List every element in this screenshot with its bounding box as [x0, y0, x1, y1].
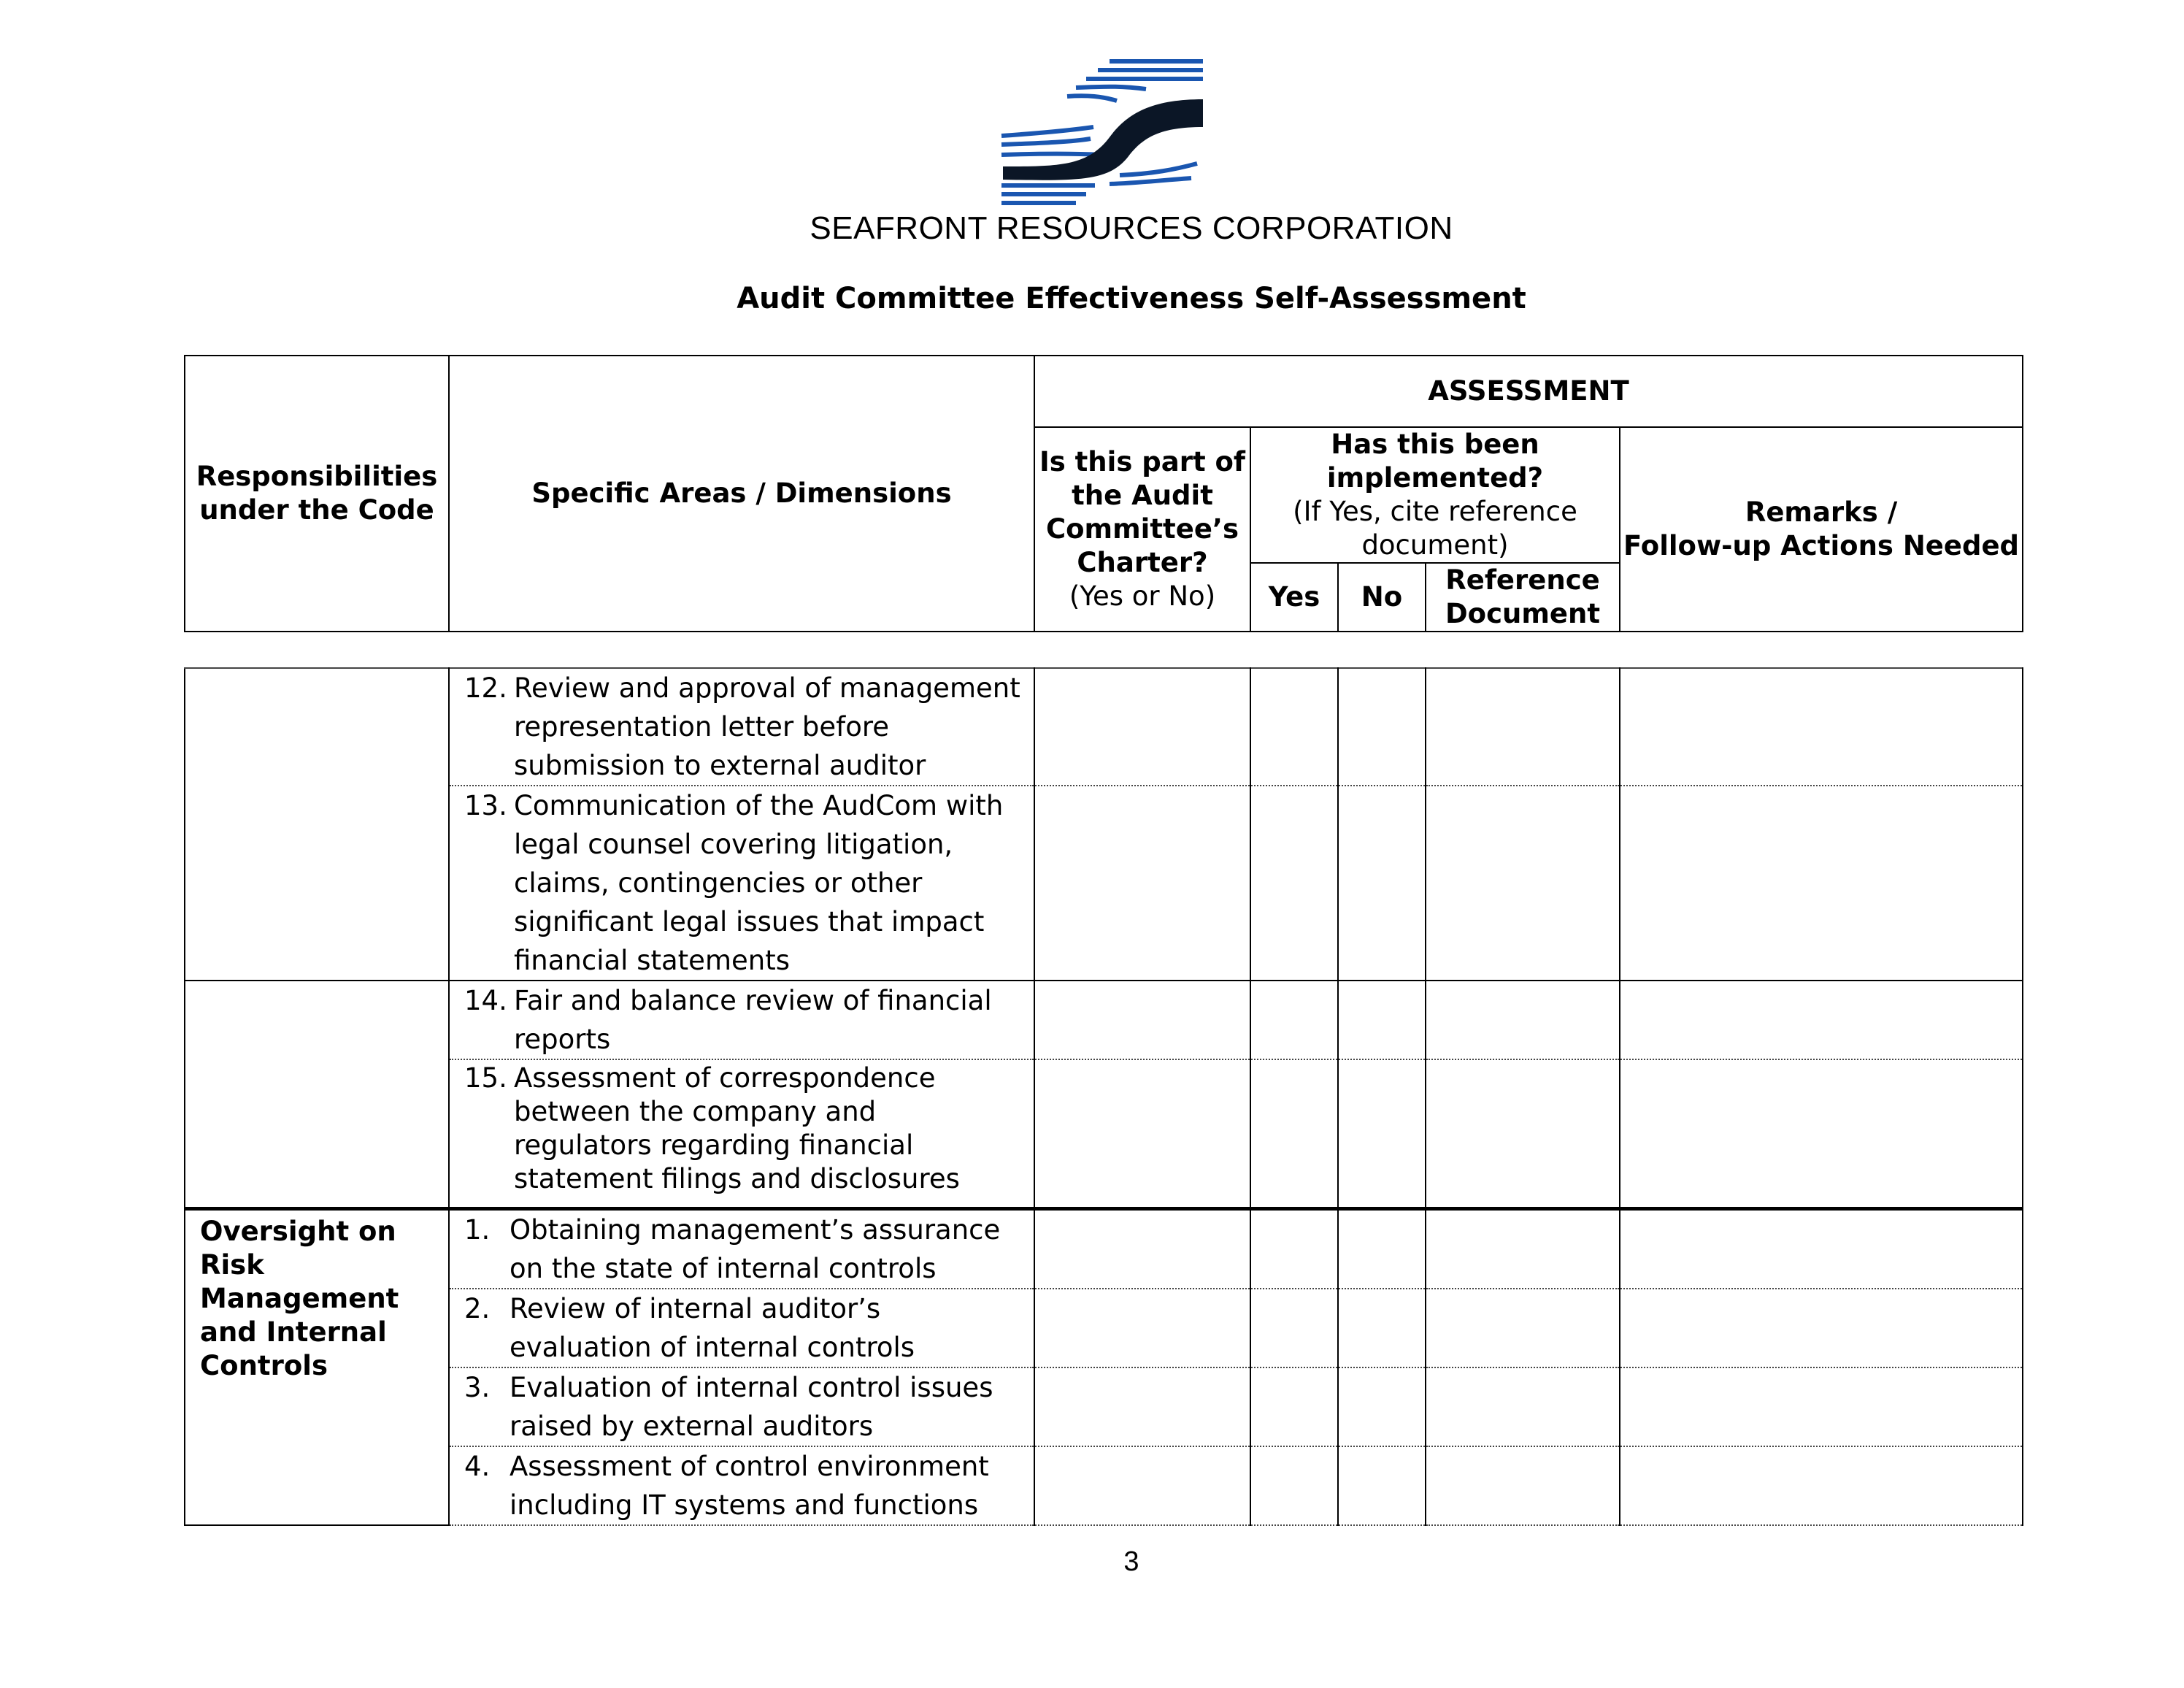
yes-input-cell[interactable] [1250, 1367, 1338, 1446]
col-header-assessment: ASSESSMENT [1034, 356, 2023, 427]
responsibility-label: Oversight on Risk Management and Internal Controls [200, 1215, 399, 1381]
no-input-cell[interactable] [1338, 1208, 1426, 1289]
implemented-note: (If Yes, cite reference document) [1293, 496, 1577, 561]
item-text: Review and approval of management representation letter before submission to external auditor [514, 672, 1020, 781]
reference-input-cell[interactable] [1426, 1446, 1620, 1525]
charter-input-cell[interactable] [1034, 1208, 1250, 1289]
col-header-reference: Reference Document [1426, 563, 1620, 632]
item-text: Fair and balance review of financial reports [514, 985, 992, 1055]
responsibility-risk-management [185, 1208, 449, 1525]
remarks-input-cell[interactable] [1620, 1446, 2023, 1525]
yes-input-cell[interactable] [1250, 1289, 1338, 1367]
reference-input-cell[interactable] [1426, 668, 1620, 786]
remarks-input-cell[interactable] [1620, 1289, 2023, 1367]
col-header-responsibilities: Responsibilities under the Code [185, 356, 449, 632]
assessment-header-table [184, 355, 2023, 632]
col-header-specific-areas: Specific Areas / Dimensions [449, 356, 1034, 632]
remarks-line-1: Remarks / [1745, 496, 1898, 528]
charter-input-cell[interactable] [1034, 668, 1250, 786]
responsibility-cell-empty [185, 668, 449, 981]
reference-input-cell[interactable] [1426, 1367, 1620, 1446]
yes-input-cell[interactable] [1250, 668, 1338, 786]
table-row [185, 1059, 2023, 1208]
item-text: Review of internal auditor’s evaluation of internal controls [510, 1292, 915, 1363]
item-text: Assessment of correspondence between the company and regulators regarding financial statement filings and disclosures [514, 1062, 960, 1194]
yes-input-cell[interactable] [1250, 1059, 1338, 1208]
col-header-yes: Yes [1250, 563, 1338, 632]
item-number: 2. [464, 1292, 491, 1324]
yes-input-cell[interactable] [1250, 1446, 1338, 1525]
company-logo [1000, 57, 1204, 209]
reference-input-cell[interactable] [1426, 1208, 1620, 1289]
item-text: Obtaining management’s assurance on the state of internal controls [510, 1213, 1001, 1284]
item-number: 13. [464, 790, 507, 821]
charter-note: (Yes or No) [1069, 580, 1216, 612]
charter-input-cell[interactable] [1034, 1289, 1250, 1367]
remarks-input-cell[interactable] [1620, 668, 2023, 786]
remarks-input-cell[interactable] [1620, 1367, 2023, 1446]
item-number: 15. [464, 1062, 507, 1094]
responsibility-cell-empty [185, 981, 449, 1208]
area-cell [449, 668, 1034, 786]
table-row [185, 1367, 2023, 1446]
remarks-input-cell[interactable] [1620, 1059, 2023, 1208]
yes-input-cell[interactable] [1250, 1208, 1338, 1289]
yes-input-cell[interactable] [1250, 786, 1338, 981]
charter-question: Is this part of the Audit Committee’s Charter? [1039, 446, 1246, 578]
no-input-cell[interactable] [1338, 1289, 1426, 1367]
no-input-cell[interactable] [1338, 786, 1426, 981]
item-number: 12. [464, 672, 507, 704]
item-text: Evaluation of internal control issues raised by external auditors [510, 1371, 993, 1442]
company-name: SEAFRONT RESOURCES CORPORATION [810, 210, 1453, 246]
item-text: Assessment of control environment including IT systems and functions [510, 1450, 989, 1521]
item-number: 4. [464, 1450, 491, 1482]
reference-input-cell[interactable] [1426, 1059, 1620, 1208]
charter-input-cell[interactable] [1034, 1059, 1250, 1208]
reference-input-cell[interactable] [1426, 981, 1620, 1059]
remarks-input-cell[interactable] [1620, 981, 2023, 1059]
charter-input-cell[interactable] [1034, 1367, 1250, 1446]
table-row [185, 1289, 2023, 1367]
logo-stripes [1001, 61, 1203, 203]
item-number: 14. [464, 985, 507, 1016]
table-row [185, 1446, 2023, 1525]
remarks-input-cell[interactable] [1620, 786, 2023, 981]
document-title: Audit Committee Effectiveness Self-Assessment [737, 282, 1526, 315]
area-cell [449, 981, 1034, 1059]
table-row [185, 786, 2023, 981]
col-header-no: No [1338, 563, 1426, 632]
area-cell [449, 786, 1034, 981]
table-row [185, 668, 2023, 786]
item-number: 1. [464, 1213, 491, 1246]
reference-input-cell[interactable] [1426, 1289, 1620, 1367]
item-number: 3. [464, 1371, 491, 1403]
no-input-cell[interactable] [1338, 1367, 1426, 1446]
no-input-cell[interactable] [1338, 981, 1426, 1059]
charter-input-cell[interactable] [1034, 981, 1250, 1059]
col-header-implemented [1250, 427, 1620, 563]
remarks-line-2: Follow-up Actions Needed [1623, 530, 2020, 561]
area-cell [449, 1289, 1034, 1367]
yes-input-cell[interactable] [1250, 981, 1338, 1059]
area-cell [449, 1208, 1034, 1289]
area-cell [449, 1446, 1034, 1525]
reference-input-cell[interactable] [1426, 786, 1620, 981]
area-cell [449, 1059, 1034, 1208]
assessment-body-table [184, 667, 2023, 1526]
area-cell [449, 1367, 1034, 1446]
col-header-remarks [1620, 427, 2023, 632]
table-row [185, 1208, 2023, 1289]
item-text: Communication of the AudCom with legal counsel covering litigation, claims, contingencies or other significant legal issues that impact financial statements [514, 790, 1004, 976]
charter-input-cell[interactable] [1034, 1446, 1250, 1525]
no-input-cell[interactable] [1338, 668, 1426, 786]
page-number: 3 [1123, 1546, 1139, 1577]
charter-input-cell[interactable] [1034, 786, 1250, 981]
col-header-charter [1034, 427, 1250, 632]
implemented-question: Has this been implemented? [1326, 429, 1544, 494]
no-input-cell[interactable] [1338, 1059, 1426, 1208]
table-row [185, 981, 2023, 1059]
remarks-input-cell[interactable] [1620, 1208, 2023, 1289]
no-input-cell[interactable] [1338, 1446, 1426, 1525]
